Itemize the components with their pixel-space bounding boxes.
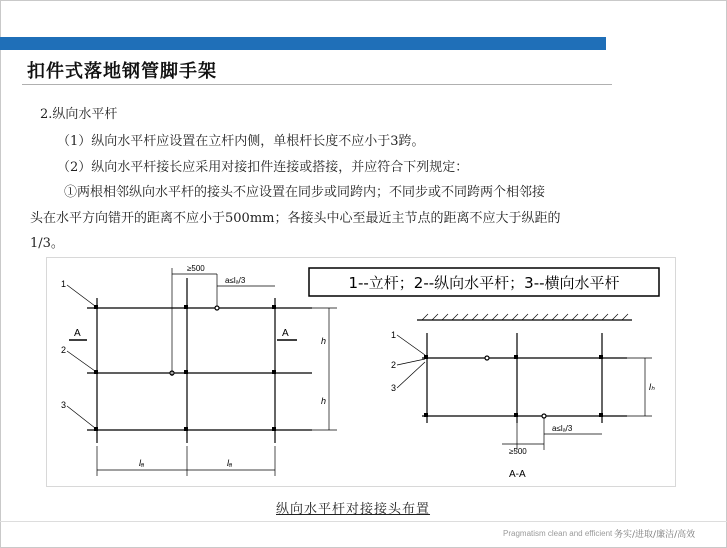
paragraph-1: （1）纵向水平杆应设置在立杆内侧，单根杆长度不应小于3跨。 [57, 134, 425, 149]
paragraph-2: （2）纵向水平杆接长应采用对接扣件连接或搭接，并应符合下列规定： [57, 160, 469, 175]
paragraph-3-line-1: ①两根相邻纵向水平杆的接头不应设置在同步或同跨内；不同步或不同跨两个相邻接 [64, 185, 546, 200]
left-leader-1 [67, 285, 95, 306]
title-accent-bar [0, 37, 606, 50]
left-dim-a-label: a≤lₐ/3 [225, 276, 246, 285]
left-leader-3 [67, 406, 95, 428]
left-dim-500-label: ≥500 [187, 264, 205, 273]
right-label-3: 3 [391, 383, 397, 393]
left-section-mark-left: A [74, 328, 81, 339]
figure-drawing [47, 258, 675, 486]
section-heading: 2.纵向水平杆 [40, 107, 118, 122]
joint-arrangement-figure [46, 257, 676, 487]
left-node-marks [94, 305, 276, 431]
right-section [397, 314, 652, 450]
footer-slogan-english: Pragmatism clean and efficient [503, 529, 613, 538]
title-divider [22, 84, 612, 85]
footer-slogan-chinese: 务实/进取/廉洁/高效 [614, 530, 696, 540]
right-label-1: 1 [391, 330, 397, 340]
legend-text: 1--立杆；2--纵向水平杆；3--横向水平杆 [348, 274, 620, 292]
left-label-3: 3 [61, 400, 67, 410]
left-elevation [67, 268, 337, 476]
left-joint-top [215, 306, 219, 310]
right-dim-500-label: ≥500 [509, 447, 527, 456]
right-joint-top [485, 356, 489, 360]
right-node-marks [424, 355, 603, 417]
right-ceiling-hatch [422, 314, 628, 320]
left-label-2: 2 [61, 345, 67, 355]
left-section-mark-right: A [282, 328, 289, 339]
left-la-label-1: lₐ [139, 458, 145, 468]
right-leader-1 [397, 335, 425, 355]
right-leader-3 [397, 362, 425, 388]
paragraph-3-line-3: 1/3。 [30, 236, 64, 251]
right-dim-a-label: a≤lₐ/3 [552, 424, 573, 433]
left-la-label-2: lₐ [227, 458, 233, 468]
right-label-2: 2 [391, 360, 397, 370]
footer-divider [0, 521, 727, 522]
paragraph-3-line-2: 头在水平方向错开的距离不应小于500mm；各接头中心至最近主节点的距离不应大于纵距的 [30, 211, 561, 226]
left-label-1: 1 [61, 279, 67, 289]
left-h-lower-label: h [321, 396, 327, 406]
right-h-label: lₕ [649, 382, 655, 392]
left-leader-2 [67, 351, 95, 371]
page-title: 扣件式落地钢管脚手架 [27, 61, 217, 82]
left-h-upper-label: h [321, 336, 327, 346]
right-joint-bottom [542, 414, 546, 418]
right-section-title: A-A [509, 469, 526, 480]
figure-caption: 纵向水平杆对接接头布置 [276, 502, 431, 517]
right-leader-2 [397, 359, 425, 365]
